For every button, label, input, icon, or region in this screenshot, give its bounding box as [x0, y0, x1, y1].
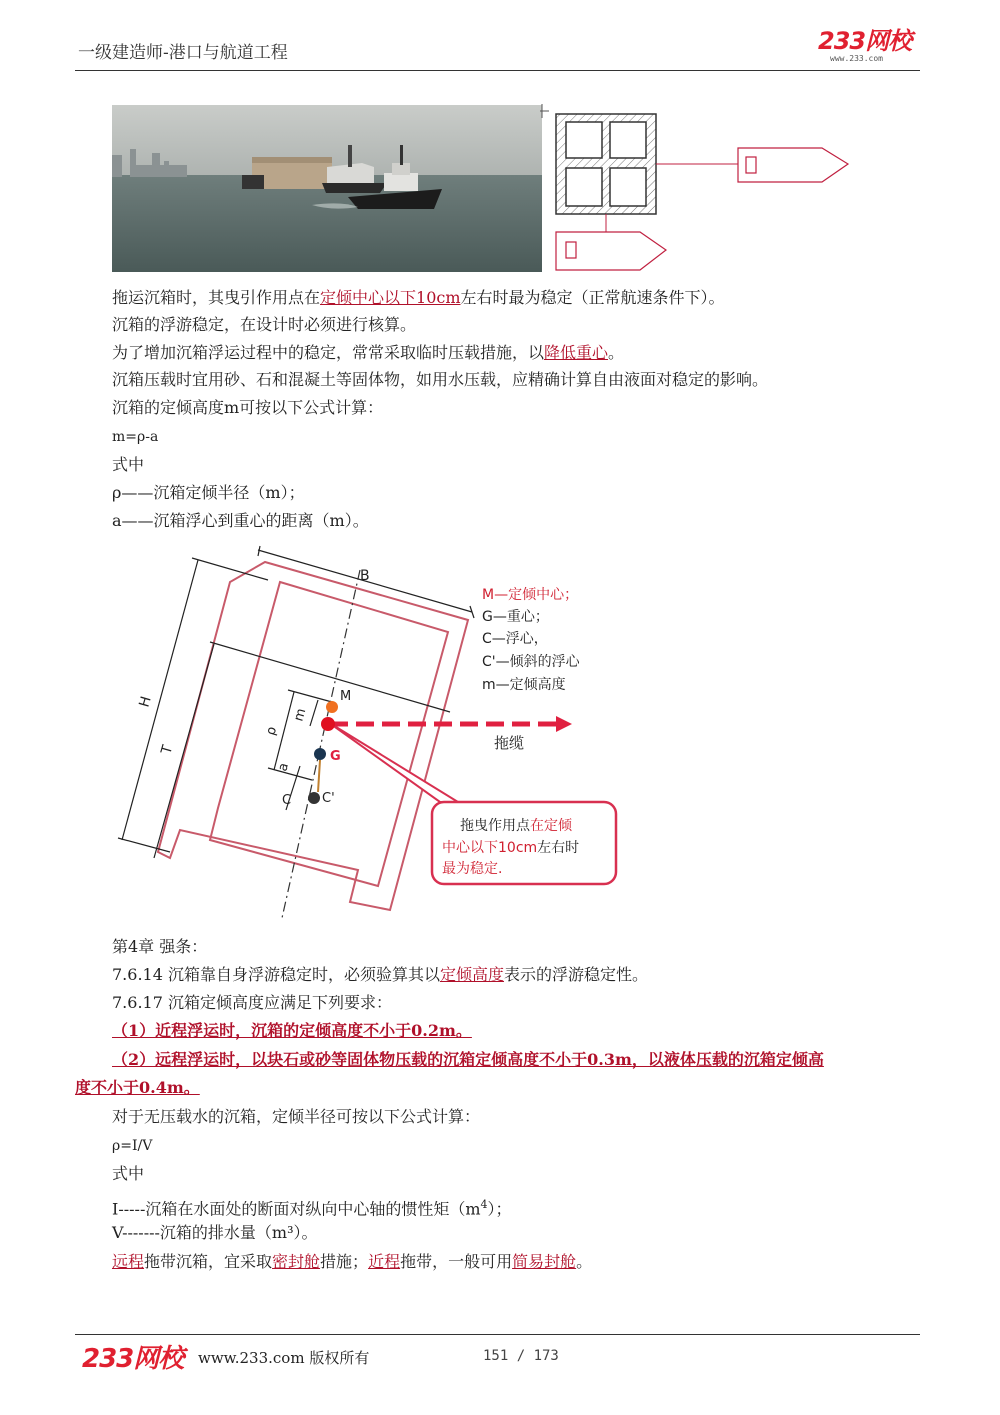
text: 。: [608, 343, 625, 362]
paragraph-ballast-material: 沉箱压载时宜用砂、石和混凝土等固体物，如用水压载，应精确计算自由液面对稳定的影响。: [112, 370, 769, 389]
paragraph-ballast: [112, 340, 624, 366]
label-M: M: [340, 689, 352, 704]
callout-line1: [460, 817, 573, 834]
definition-V: V-------沉箱的排水量（m³）。: [112, 1223, 318, 1242]
footer-copyright: www.233.com 版权所有: [198, 1349, 370, 1367]
highlight-sealed-compartment: 密封舱: [272, 1252, 321, 1271]
highlight-simple-sealing: 简易封舱: [512, 1252, 577, 1271]
text: 为了增加沉箱浮运过程中的稳定，常常采取临时压载措施，以: [112, 343, 545, 362]
label-T: T: [158, 743, 177, 757]
legend-M: M—定倾中心；: [482, 587, 579, 603]
legend-C: C—浮心，: [482, 631, 548, 647]
label-H: H: [136, 694, 155, 710]
legend-m: m—定倾高度: [482, 677, 566, 693]
caisson-tow-schematic: [540, 100, 860, 280]
text: ）；: [487, 1199, 512, 1219]
paragraph-formula-intro: 沉箱的定倾高度m可按以下公式计算：: [112, 398, 384, 417]
text: 。: [576, 1252, 593, 1271]
callout-text: 左右时: [537, 840, 580, 856]
paragraph-towing-sealing: [112, 1249, 592, 1275]
definition-rho: ρ——沉箱定倾半径（m）；: [112, 483, 305, 502]
callout-highlight: 在定倾: [530, 818, 572, 834]
label-G: G: [330, 749, 341, 764]
where-label: 式中: [112, 455, 145, 474]
text: 拖运沉箱时，其曳引作用点在: [112, 288, 321, 307]
label-C: C: [282, 793, 292, 808]
requirement-long-distance-line2: 度不小于0.4m。: [75, 1078, 200, 1097]
text: I-----沉箱在水面处的断面对纵向中心轴的惯性矩（m: [112, 1199, 481, 1219]
highlight-metacenter-10cm: 定倾中心以下10cm: [320, 288, 461, 307]
text: 7.6.14 沉箱靠自身浮游稳定时，必须验算其以: [112, 965, 440, 984]
tow-cable-label: 拖缆: [494, 734, 525, 752]
label-B: B: [360, 568, 370, 584]
paragraph-no-ballast-formula: 对于无压载水的沉箱，定倾半径可按以下公式计算：: [112, 1107, 481, 1126]
callout-text: 拖曳作用点: [460, 818, 530, 834]
towing-photo: [112, 105, 542, 272]
legend-G: G—重心；: [482, 609, 549, 625]
highlight-metacentric-height: 定倾高度: [439, 965, 504, 984]
chapter4-heading: 第4章 强条：: [112, 937, 208, 956]
footer-logo: 233网校: [82, 1344, 184, 1374]
page-number: 151 / 173: [483, 1348, 559, 1364]
where-label-2: 式中: [112, 1164, 145, 1183]
metacentric-height-diagram: [110, 540, 630, 930]
header-logo: [818, 28, 911, 63]
text: 表示的浮游稳定性。: [504, 965, 649, 984]
header-title: 一级建造师-港口与航道工程: [78, 43, 288, 63]
formula-rho: ρ=I/V: [112, 1138, 153, 1154]
header-divider: [75, 70, 920, 71]
callout-line2: [442, 839, 579, 856]
clause-7-6-17: 7.6.17 沉箱定倾高度应满足下列要求：: [112, 993, 392, 1012]
requirement-short-distance: （1）近程浮运时，沉箱的定倾高度不小于0.2m。: [112, 1021, 472, 1040]
formula-m: m=ρ-a: [112, 429, 159, 445]
footer-divider: [75, 1334, 920, 1335]
label-a: a: [275, 761, 293, 774]
definition-I: [112, 1192, 512, 1222]
callout-highlight: 中心以下10cm: [442, 840, 538, 856]
highlight-lower-cog: 降低重心: [544, 343, 609, 362]
clause-7-6-14: [112, 962, 648, 988]
label-rho: ρ: [263, 725, 281, 738]
paragraph-tow-point: [112, 285, 725, 311]
definition-a: a——沉箱浮心到重心的距离（m）。: [112, 511, 369, 530]
requirement-long-distance-line1: （2）远程浮运时，以块石或砂等固体物压载的沉箱定倾高度不小于0.3m，以液体压载的沉箱定倾高: [112, 1050, 824, 1069]
highlight-long-distance: 远程: [112, 1252, 145, 1271]
callout-line3: 最为稳定.: [442, 861, 503, 877]
legend-C-prime: C'—倾斜的浮心: [482, 654, 580, 670]
label-C-prime: C': [322, 791, 335, 806]
text: 拖带，一般可用: [400, 1252, 513, 1271]
text: 左右时最为稳定（正常航速条件下）。: [460, 288, 725, 307]
header-logo-url: www.233.com: [830, 54, 883, 63]
label-m: m: [291, 706, 310, 724]
superscript: 4: [480, 1198, 488, 1211]
header-logo-text: 233网校: [818, 27, 912, 55]
paragraph-stability-check: 沉箱的浮游稳定，在设计时必须进行核算。: [112, 315, 417, 334]
highlight-short-distance: 近程: [368, 1252, 401, 1271]
text: 措施；: [320, 1252, 369, 1271]
text: 拖带沉箱，宜采取: [144, 1252, 273, 1271]
